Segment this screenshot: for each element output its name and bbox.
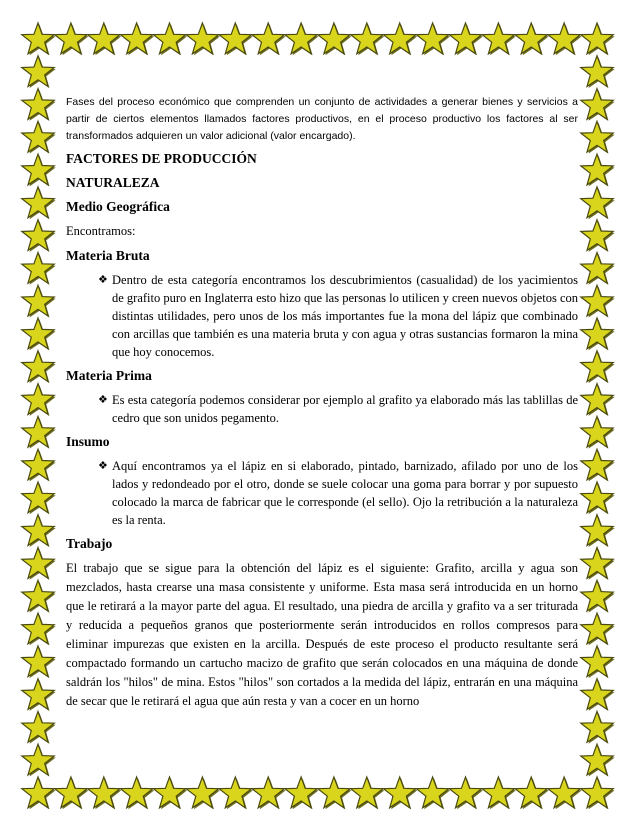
star-icon — [581, 318, 615, 350]
star-icon — [153, 23, 187, 55]
star-icon — [22, 646, 56, 678]
diamond-bullet-icon: ❖ — [98, 274, 108, 286]
star-icon — [252, 23, 286, 55]
heading-insumo: Insumo — [66, 434, 110, 449]
star-icon — [88, 777, 122, 809]
star-icon — [22, 220, 56, 252]
materia-bruta-text: Dentro de esta categoría encontramos los descubrimientos (casualidad) de los yacimientos de grafito puro en Inglaterra esto hizo que las personas lo utilicen y creen nuevos objetos con distintas utilidades, pero unos de los más importantes fue la mona del lápiz que combinado con arcillas que también es una materia bruta y con agua y otras sustancias formaron la mina que hoy conocemos. — [112, 273, 578, 359]
star-icon — [581, 744, 615, 776]
star-icon — [449, 23, 483, 55]
heading-medio-geografica: Medio Geográfica — [66, 199, 170, 214]
materia-prima-text: Es esta categoría podemos considerar por ejemplo al grafito ya elaborado más las tablillas de cedro que son unidos pegamento. — [112, 393, 578, 425]
star-icon — [581, 449, 615, 481]
star-icon — [351, 23, 385, 55]
list-item — [66, 271, 578, 361]
star-icon — [22, 56, 56, 88]
star-icon — [22, 318, 56, 350]
diamond-bullet-icon: ❖ — [98, 394, 108, 406]
star-icon — [22, 187, 56, 219]
heading-naturaleza: NATURALEZA — [66, 175, 160, 190]
star-icon — [285, 23, 319, 55]
heading-materia-bruta: Materia Bruta — [66, 248, 150, 263]
star-icon — [581, 220, 615, 252]
star-icon — [318, 23, 352, 55]
star-icon — [318, 777, 352, 809]
star-icon — [581, 23, 615, 55]
star-icon — [581, 89, 615, 121]
star-icon — [416, 23, 450, 55]
star-icon — [22, 777, 56, 809]
star-icon — [22, 121, 56, 153]
star-icon — [482, 777, 516, 809]
heading-factores: FACTORES DE PRODUCCIÓN — [66, 151, 257, 166]
trabajo-text: El trabajo que se sigue para la obtención del lápiz es el siguiente: Grafito, arcilla y agua son mezclados, hasta crearse una masa consistente y uniforme. Esta masa será introducida en un horno que le retirará a la mayor parte del agua. El resultado, una piedra de arcilla y grafito va a ser triturada y reducida a pequeños granos que posteriormente serán introducidos en rollos compresos para eliminar impurezas que existen en la arcilla. Después de este proceso el producto resultante será compactado formando un cartucho macizo de grafito que serán colocados en una máquina de donde saldrán los "hilos" de mina. Estos "hilos" son cortados a la medida del lápiz, entrarán en una máquina de secar que le retirará el agua que aún resta y van a cocer en un horno — [66, 561, 578, 708]
star-icon — [416, 777, 450, 809]
star-icon — [581, 121, 615, 153]
star-icon — [121, 777, 155, 809]
star-icon — [581, 646, 615, 678]
heading-trabajo: Trabajo — [66, 536, 113, 551]
star-icon — [22, 253, 56, 285]
star-icon — [22, 711, 56, 743]
star-icon — [548, 23, 582, 55]
star-icon — [252, 777, 286, 809]
heading-materia-prima: Materia Prima — [66, 368, 152, 383]
star-icon — [384, 777, 418, 809]
star-icon — [581, 515, 615, 547]
star-icon — [581, 679, 615, 711]
star-icon — [581, 56, 615, 88]
encontramos-text: Encontramos: — [66, 224, 136, 238]
diamond-bullet-icon: ❖ — [98, 460, 108, 472]
star-icon — [581, 548, 615, 580]
star-icon — [22, 482, 56, 514]
star-icon — [22, 449, 56, 481]
star-icon — [22, 154, 56, 186]
star-icon — [449, 777, 483, 809]
star-icon — [22, 89, 56, 121]
star-icon — [351, 777, 385, 809]
star-icon — [22, 351, 56, 383]
star-icon — [482, 23, 516, 55]
star-icon — [22, 744, 56, 776]
star-icon — [581, 777, 615, 809]
star-icon — [581, 285, 615, 317]
star-icon — [153, 777, 187, 809]
star-icon — [219, 23, 253, 55]
star-icon — [548, 777, 582, 809]
star-icon — [22, 285, 56, 317]
star-icon — [581, 187, 615, 219]
star-icon — [581, 482, 615, 514]
star-icon — [22, 416, 56, 448]
star-icon — [219, 777, 253, 809]
star-icon — [88, 23, 122, 55]
star-icon — [581, 154, 615, 186]
star-icon — [384, 23, 418, 55]
star-icon — [515, 777, 549, 809]
star-icon — [22, 580, 56, 612]
star-icon — [581, 613, 615, 645]
insumo-text: Aquí encontramos ya el lápiz en si elaborado, pintado, barnizado, afilado por uno de los lados y redondeado por el otro, donde se suele colocar una goma para borrar y por supuesto colocado la marca de fabricar que le corresponde (el sello). Ojo la retribución a la naturaleza es la renta. — [112, 459, 578, 527]
star-icon — [285, 777, 319, 809]
document-page — [66, 94, 578, 717]
star-icon — [22, 613, 56, 645]
star-icon — [22, 679, 56, 711]
list-item — [66, 457, 578, 529]
star-icon — [55, 23, 89, 55]
star-icon — [22, 23, 56, 55]
star-icon — [186, 23, 220, 55]
list-item — [66, 391, 578, 427]
star-icon — [581, 416, 615, 448]
star-icon — [581, 711, 615, 743]
star-icon — [581, 253, 615, 285]
star-icon — [55, 777, 89, 809]
star-icon — [22, 384, 56, 416]
star-icon — [581, 351, 615, 383]
star-icon — [121, 23, 155, 55]
star-icon — [581, 580, 615, 612]
star-icon — [22, 548, 56, 580]
star-icon — [515, 23, 549, 55]
star-icon — [22, 515, 56, 547]
star-icon — [581, 384, 615, 416]
intro-paragraph: Fases del proceso económico que comprenden un conjunto de actividades a generar bienes y servicios a partir de ciertos elementos llamados factores productivos, en el proceso productivo los factores al ser transformados adquieren un valor adicional (valor encargado). — [66, 96, 578, 142]
star-icon — [186, 777, 220, 809]
